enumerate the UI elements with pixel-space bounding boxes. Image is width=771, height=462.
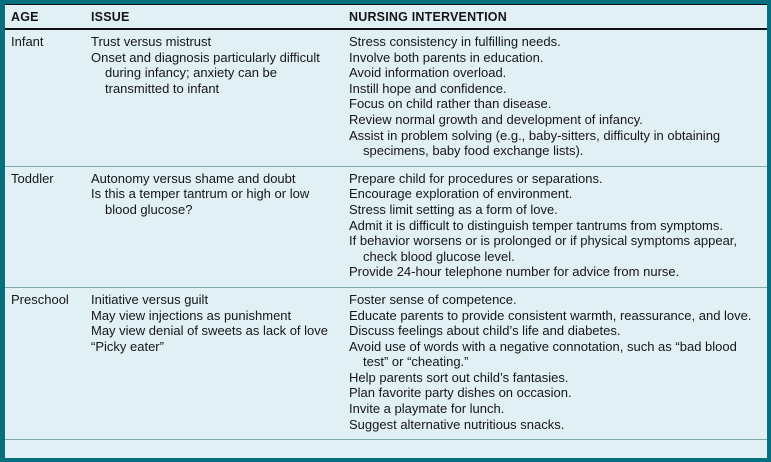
preschool-issue-3: May view denial of sweets as lack of love — [91, 323, 328, 339]
table-row-infant — [5, 30, 767, 167]
table-row-toddler — [5, 167, 767, 288]
toddler-issue-2: Is this a temper tantrum or high or low blood glucose? — [91, 186, 310, 217]
infant-issue-1: Trust versus mistrust — [91, 34, 212, 49]
infant-intervention-4: Instill hope and confidence. — [349, 80, 507, 96]
table-body — [5, 30, 767, 440]
preschool-issue-2: May view injections as punishment — [91, 307, 292, 323]
preschool-intervention-5: Help parents sort out child’s fantasies. — [349, 369, 569, 385]
toddler-intervention-4: Admit it is difficult to distinguish temper tantrums from symptoms. — [349, 217, 723, 233]
preschool-issue-4: “Picky eater” — [91, 338, 164, 354]
toddler-intervention-2: Encourage exploration of environment. — [349, 186, 573, 202]
issue-cell — [91, 171, 349, 280]
column-header-age: AGE — [11, 10, 39, 24]
intervention-cell — [349, 171, 759, 280]
issue-cell — [91, 292, 349, 432]
preschool-issue-1: Initiative versus guilt — [91, 291, 209, 307]
toddler-intervention-5: If behavior worsens or is prolonged or if physical symptoms appear, check blood glucose level. — [349, 233, 738, 264]
infant-issue-2: Onset and diagnosis particularly difficult during infancy; anxiety can be transmitted to infant — [91, 49, 320, 96]
infant-intervention-7: Assist in problem solving (e.g., baby-sitters, difficulty in obtaining specimens, baby food exchange lists). — [349, 127, 721, 159]
infant-intervention-6: Review normal growth and development of infancy. — [349, 111, 643, 127]
toddler-issue-1: Autonomy versus shame and doubt — [91, 170, 296, 186]
infant-intervention-5: Focus on child rather than disease. — [349, 96, 552, 112]
age-cell: Preschool — [11, 291, 69, 307]
preschool-intervention-6: Plan favorite party dishes on occasion. — [349, 385, 572, 401]
preschool-intervention-3: Discuss feelings about child’s life and diabetes. — [349, 323, 621, 339]
column-header-issue: ISSUE — [91, 10, 130, 24]
preschool-intervention-4: Avoid use of words with a negative connotation, such as “bad blood test” or “cheating.” — [349, 338, 737, 370]
toddler-intervention-6: Provide 24-hour telephone number for advice from nurse. — [349, 264, 680, 280]
table-header-row — [5, 4, 767, 30]
infant-intervention-2: Involve both parents in education. — [349, 49, 544, 65]
column-header-nursing-intervention: NURSING INTERVENTION — [349, 10, 507, 24]
age-cell: Toddler — [11, 170, 54, 186]
intervention-cell — [349, 34, 759, 159]
infant-intervention-3: Avoid information overload. — [349, 65, 507, 81]
age-cell: Infant — [11, 34, 44, 49]
table-row-preschool — [5, 288, 767, 440]
infant-intervention-1: Stress consistency in fulfilling needs. — [349, 34, 561, 49]
preschool-intervention-8: Suggest alternative nutritious snacks. — [349, 416, 565, 432]
preschool-intervention-2: Educate parents to provide consistent warmth, reassurance, and love. — [349, 307, 752, 323]
preschool-intervention-1: Foster sense of competence. — [349, 291, 517, 307]
intervention-cell — [349, 292, 759, 432]
preschool-intervention-7: Invite a playmate for lunch. — [349, 401, 505, 417]
toddler-intervention-3: Stress limit setting as a form of love. — [349, 201, 558, 217]
issue-cell — [91, 34, 349, 159]
toddler-intervention-1: Prepare child for procedures or separations. — [349, 170, 603, 186]
